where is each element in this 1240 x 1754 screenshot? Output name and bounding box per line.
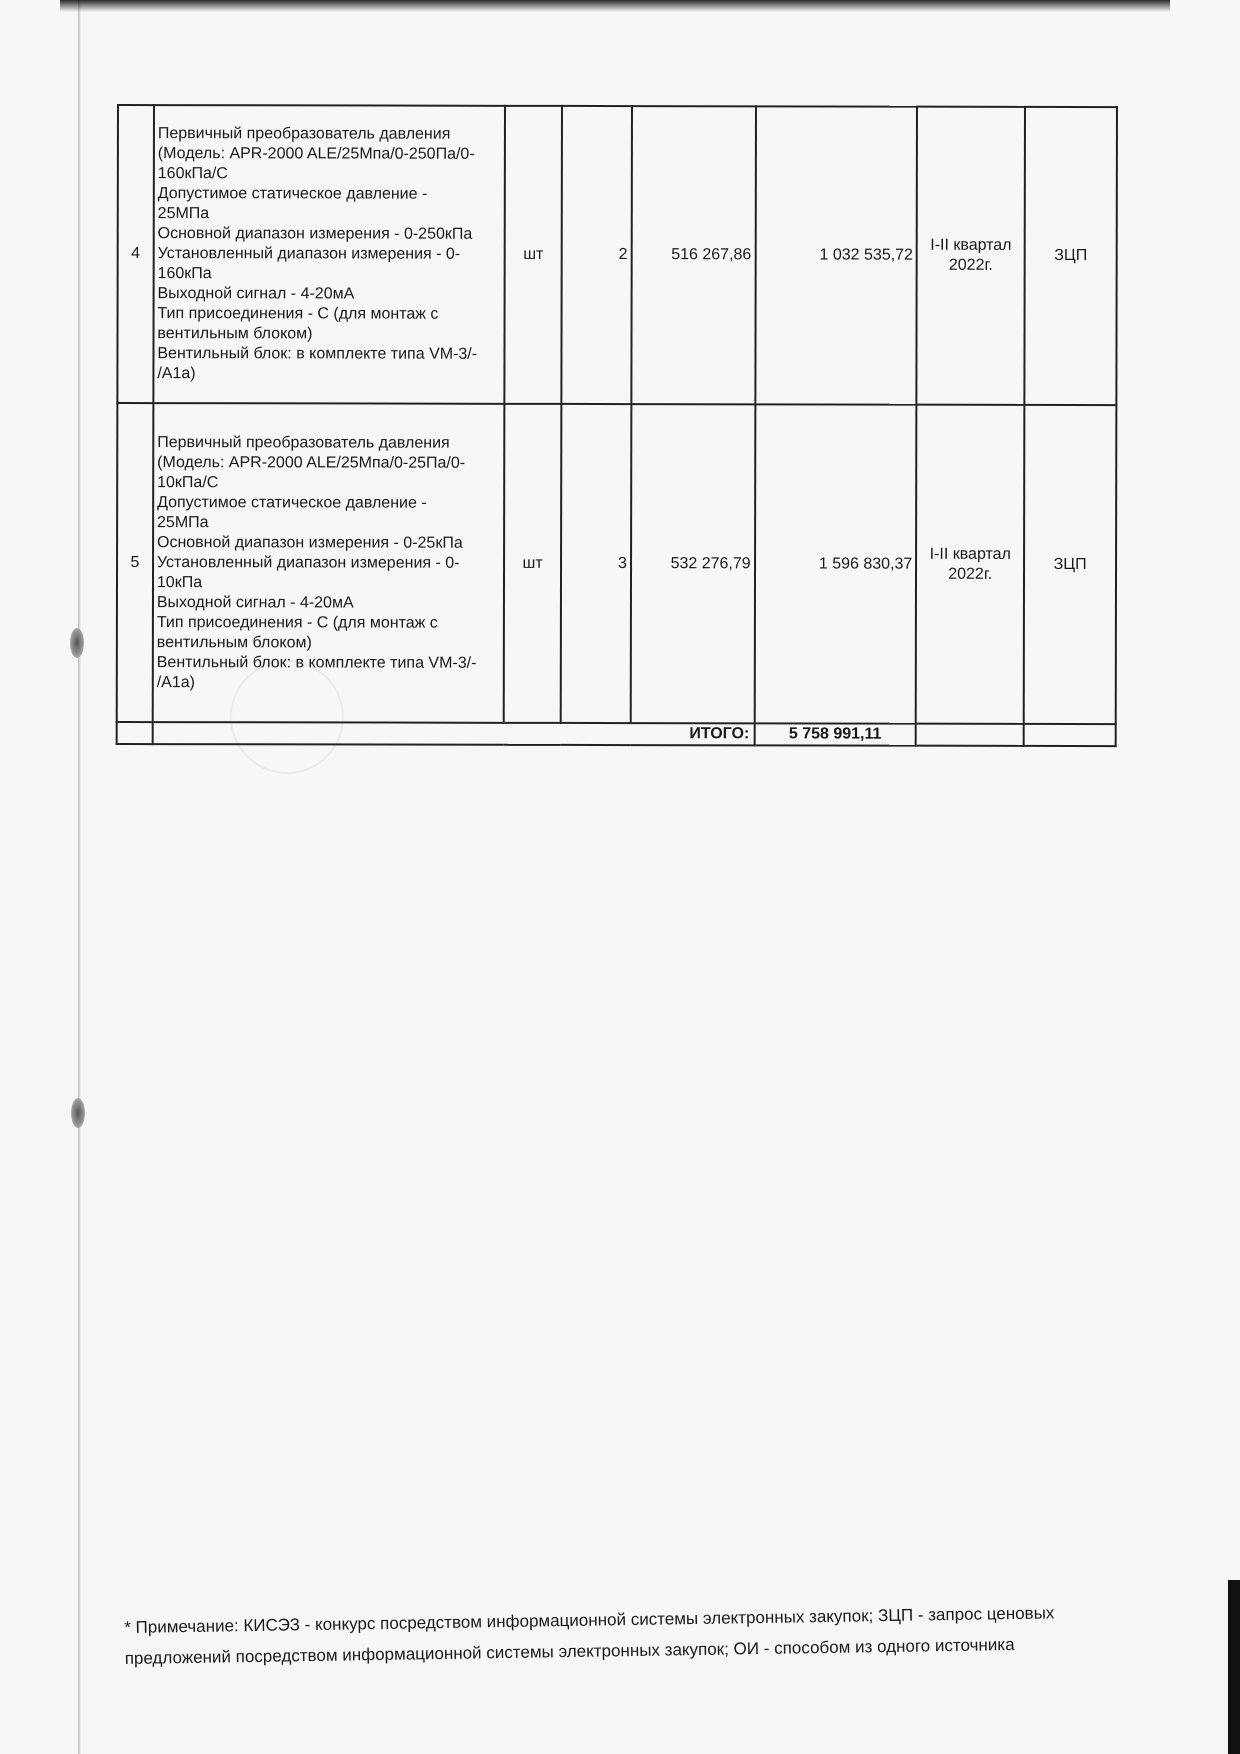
description-line: Первичный преобразователь давления	[157, 433, 450, 452]
description-line: вентильным блоком)	[156, 633, 312, 651]
quantity-cell: 3	[561, 404, 631, 723]
description-line: Основной диапазон измерения - 0-250кПа	[157, 225, 473, 243]
line-sum-cell: 1 032 535,72	[755, 106, 917, 404]
total-value: 5 758 991,11	[754, 723, 916, 745]
description-line: Установленный диапазон измерения - 0-	[156, 553, 460, 572]
table-row	[117, 403, 1117, 724]
total-label: ИТОГО:	[153, 722, 755, 745]
specification-table	[116, 104, 1118, 747]
description-line: Допустимое статическое давление -	[157, 185, 428, 203]
description-line: Выходной сигнал - 4-20мА	[156, 593, 354, 611]
item-description	[153, 105, 505, 404]
term-period: I-II квартал	[930, 236, 1012, 254]
description-line: /A1a)	[156, 673, 195, 691]
description-line: Основной диапазон измерения - 0-25кПа	[156, 533, 463, 552]
table-row	[117, 105, 1117, 405]
scan-left-fold	[78, 0, 81, 1754]
description-line: Допустимое статическое давление -	[157, 493, 427, 512]
term-period: I-II квартал	[929, 545, 1011, 563]
punch-hole-lower	[71, 1098, 85, 1128]
description-line: Первичный преобразователь давления	[157, 125, 451, 143]
description-line: 160кПа	[157, 265, 212, 283]
description-line: Вентильный блок: в комплекте типа VM-3/-	[156, 653, 477, 672]
scan-right-edge	[1228, 1580, 1240, 1754]
description-line: 10кПа	[156, 573, 203, 591]
scan-top-shadow	[60, 0, 1170, 12]
description-line: (Модель: APR-2000 ALE/25Мпа/0-250Па/0-	[157, 145, 475, 163]
description-line: Выходной сигнал - 4-20мА	[157, 285, 355, 303]
footnote	[124, 1597, 1085, 1674]
description-line: 25МПа	[157, 205, 210, 223]
total-empty-cell	[1024, 724, 1116, 746]
footnote-line-2: предложений посредством информационной системы электронных закупок; ОИ - способом из одного источника	[124, 1635, 1015, 1668]
description-line: вентильным блоком)	[157, 325, 313, 343]
term-year: 2022г.	[948, 256, 993, 274]
description-line: (Модель: APR-2000 ALE/25Мпа/0-25Па/0-	[157, 453, 466, 472]
description-line: 25МПа	[157, 513, 209, 531]
delivery-term-cell	[917, 107, 1025, 405]
description-line: Установленный диапазон измерения - 0-	[157, 245, 461, 263]
total-row	[117, 722, 1116, 746]
punch-hole-upper	[70, 628, 84, 658]
description-line: Тип присоединения - С (для монтаж с	[157, 305, 439, 323]
unit-price-cell: 532 276,79	[631, 404, 755, 723]
total-empty-cell	[916, 724, 1024, 746]
procurement-method-cell: ЗЦП	[1024, 107, 1116, 405]
description-line: Вентильный блок: в комплекте типа VM-3/-	[157, 345, 478, 363]
unit-price-cell: 516 267,86	[631, 106, 755, 404]
description-line: Тип присоединения - С (для монтаж с	[156, 613, 438, 632]
description-line: /A1a)	[157, 365, 196, 383]
unit-cell: шт	[505, 106, 563, 404]
footnote-line-1: * Примечание: КИСЭЗ - конкурс посредством информационной системы электронных закупок; ЗЦП - запрос ценовых	[124, 1603, 1055, 1637]
line-sum-cell: 1 596 830,37	[754, 404, 916, 723]
description-line: 160кПа/С	[157, 165, 228, 183]
row-number: 5	[117, 403, 154, 722]
delivery-term-cell	[916, 405, 1025, 724]
row-number: 4	[117, 105, 154, 403]
item-description	[153, 403, 505, 723]
term-year: 2022г.	[948, 565, 993, 583]
quantity-cell: 2	[561, 106, 631, 404]
total-empty-cell	[117, 722, 153, 744]
unit-cell: шт	[504, 404, 562, 723]
description-line: 10кПа/С	[157, 473, 219, 491]
procurement-method-cell: ЗЦП	[1024, 405, 1117, 724]
